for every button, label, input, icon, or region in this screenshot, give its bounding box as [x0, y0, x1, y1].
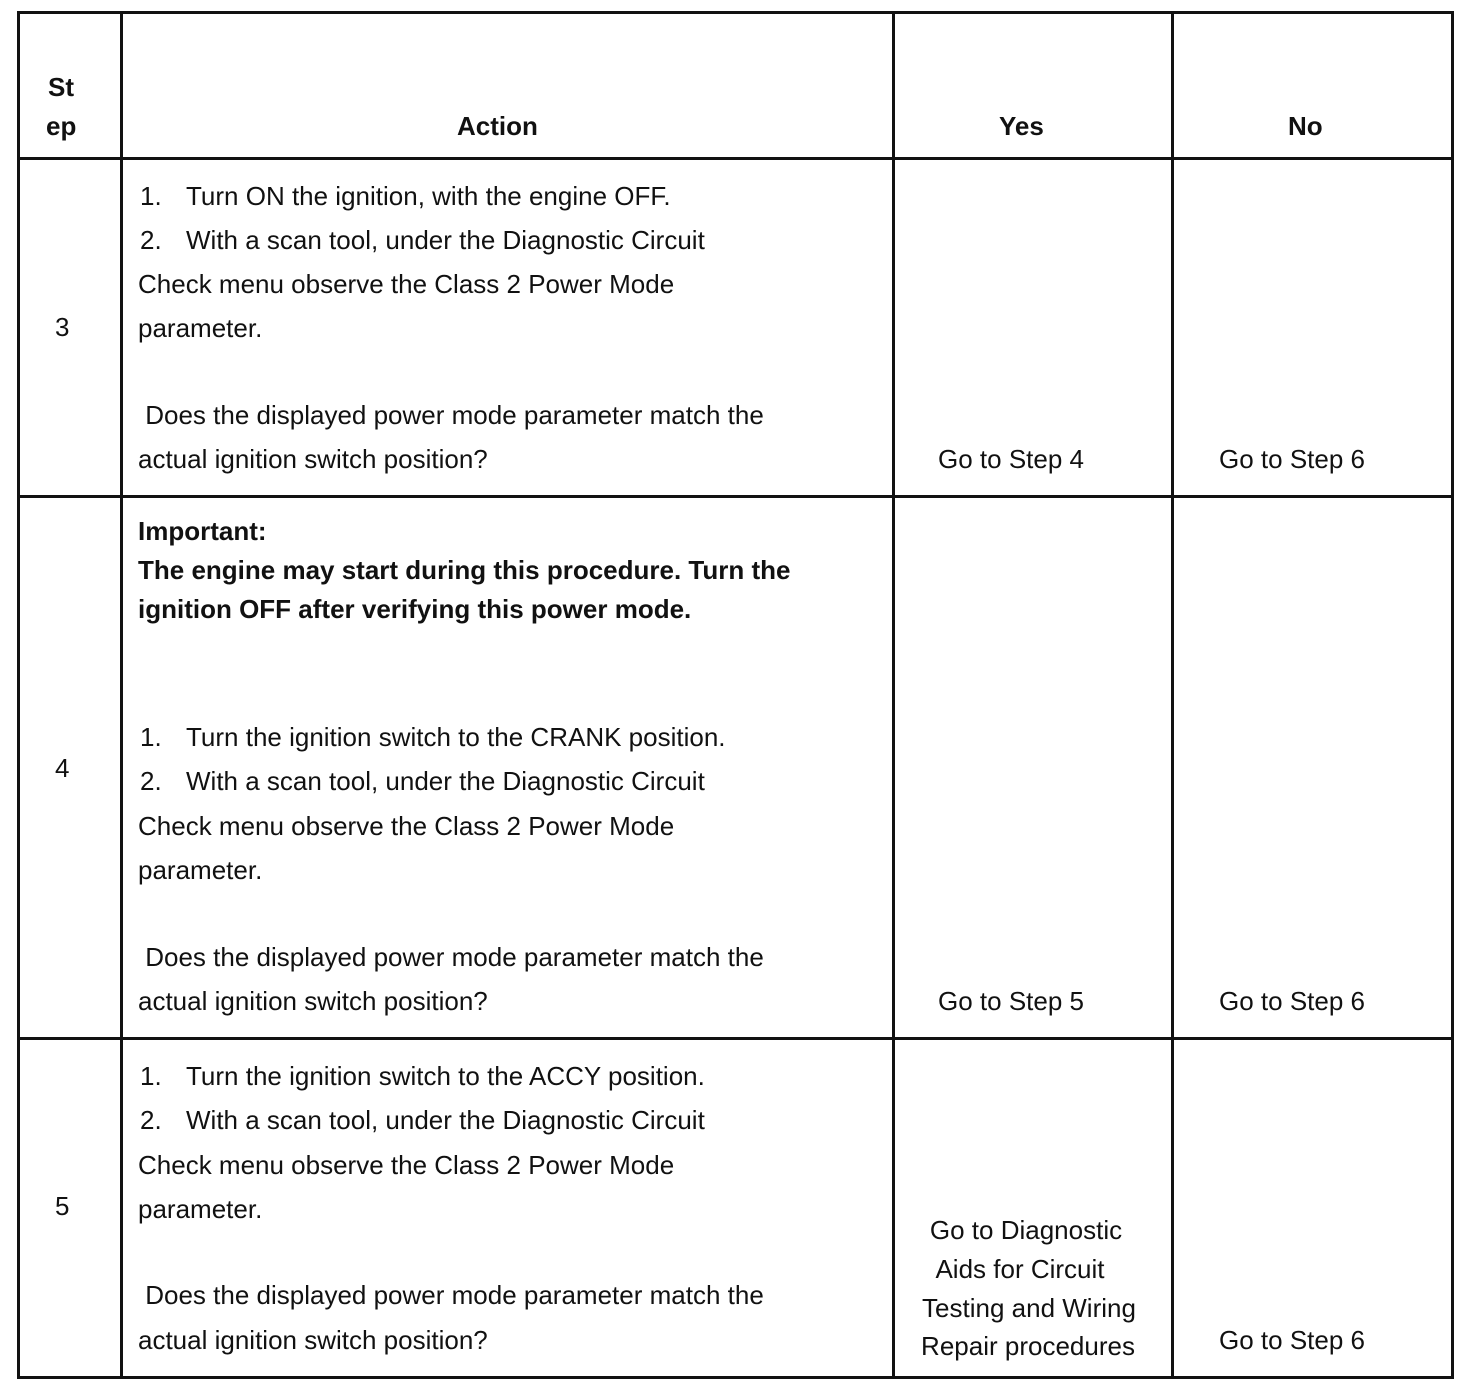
row-divider [20, 157, 1451, 160]
no-result: Go to Step 6 [1219, 1325, 1365, 1355]
column-divider [1171, 14, 1174, 1376]
yes-result-line: Go to Diagnostic [929, 1215, 1123, 1245]
action-text: Check menu observe the Class 2 Power Mode [138, 269, 675, 299]
row-divider [20, 495, 1451, 498]
question-text: Does the displayed power mode parameter match the [138, 400, 764, 430]
list-number: 1. [140, 1061, 162, 1091]
important-text: ignition OFF after verifying this power mode. [138, 594, 692, 624]
header-no: No [1288, 111, 1323, 141]
question-text: actual ignition switch position? [138, 444, 488, 474]
no-result: Go to Step 6 [1219, 444, 1365, 474]
header-yes: Yes [999, 111, 1044, 141]
header-action: Action [457, 111, 538, 141]
step-number: 5 [55, 1191, 70, 1221]
action-text: parameter. [138, 855, 263, 885]
list-item-text: With a scan tool, under the Diagnostic Circuit [186, 225, 705, 255]
list-item-text: With a scan tool, under the Diagnostic Circuit [186, 1105, 705, 1135]
column-divider [120, 14, 123, 1376]
list-item-text: Turn the ignition switch to the ACCY position. [186, 1061, 705, 1091]
action-text: parameter. [138, 313, 263, 343]
header-step-line2: ep [46, 111, 77, 141]
important-label: Important: [138, 516, 267, 546]
column-divider [892, 14, 895, 1376]
action-text: Check menu observe the Class 2 Power Mode [138, 811, 675, 841]
important-text: The engine may start during this procedure. Turn the [138, 555, 791, 585]
list-item-text: Turn ON the ignition, with the engine OFF. [186, 181, 671, 211]
list-item-text: With a scan tool, under the Diagnostic Circuit [186, 766, 705, 796]
question-text: Does the displayed power mode parameter match the [138, 1280, 764, 1310]
action-text: Check menu observe the Class 2 Power Mode [138, 1150, 675, 1180]
yes-result: Go to Step 4 [938, 444, 1084, 474]
step-number: 4 [55, 753, 70, 783]
list-item-text: Turn the ignition switch to the CRANK position. [186, 722, 726, 752]
yes-result-line: Testing and Wiring [922, 1293, 1136, 1323]
yes-result: Go to Step 5 [938, 986, 1084, 1016]
row-divider [20, 1037, 1451, 1040]
list-number: 2. [140, 1105, 162, 1135]
list-number: 2. [140, 225, 162, 255]
header-step-line1: St [48, 72, 74, 102]
list-number: 1. [140, 181, 162, 211]
action-text: parameter. [138, 1194, 263, 1224]
yes-result-line: Repair procedures [921, 1331, 1135, 1361]
no-result: Go to Step 6 [1219, 986, 1365, 1016]
yes-result-line: Aids for Circuit [935, 1254, 1105, 1284]
question-text: actual ignition switch position? [138, 986, 488, 1016]
question-text: Does the displayed power mode parameter match the [138, 942, 764, 972]
step-number: 3 [55, 312, 70, 342]
list-number: 2. [140, 766, 162, 796]
list-number: 1. [140, 722, 162, 752]
question-text: actual ignition switch position? [138, 1325, 488, 1355]
